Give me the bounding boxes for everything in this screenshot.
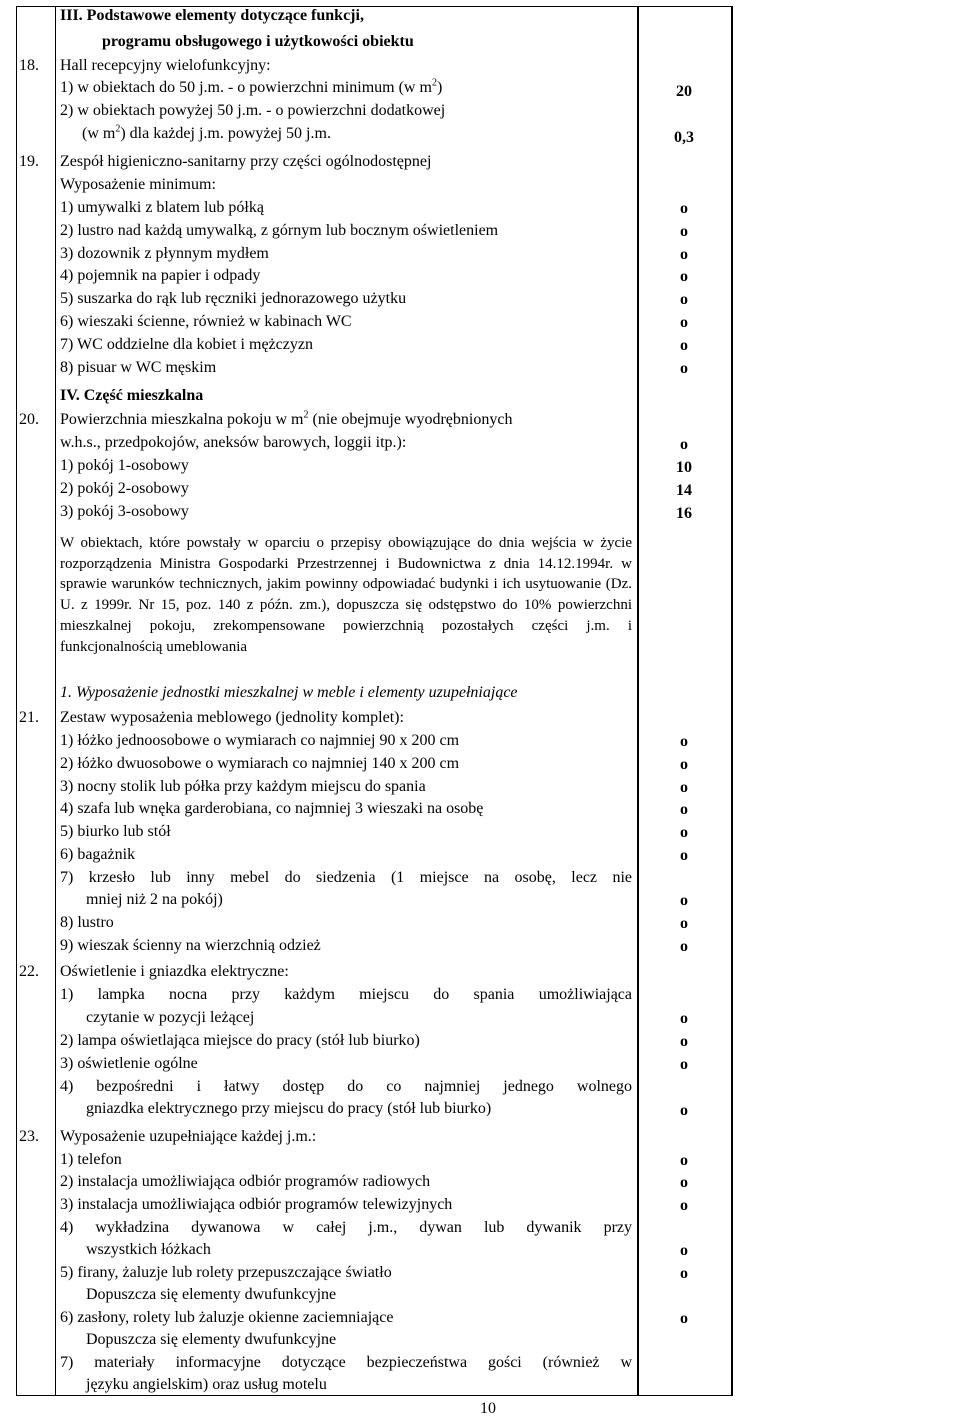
item-23-mark: o [680,1152,688,1169]
item-23-mark: o [680,1174,688,1191]
item-20-mark: 14 [676,482,692,499]
item-22-mark: o [680,1033,688,1050]
item-22-mark: o [680,1102,688,1119]
item-22-number: 22. [19,963,39,980]
item-23-mark: o [680,1197,688,1214]
item-18-line-2: 2) w obiektach powyżej 50 j.m. - o powierzchni dodatkowej [60,102,446,119]
item-23-line: 6) zasłony, rolety lub żaluzje okienne zaciemniające [60,1309,394,1326]
item-21-mark: o [680,847,688,864]
item-22-line: 4) bezpośredni i łatwy dostęp do co najmniej jednego wolnego [60,1078,632,1095]
table-bottom-border [16,1395,733,1396]
item-21-title: Zestaw wyposażenia meblowego (jednolity komplet): [60,709,404,726]
section-3-title-line-2: programu obsługowego i użytkowości obiektu [102,33,414,50]
item-21-line: mniej niż 2 na pokój) [86,891,223,908]
item-22-line: czytanie w pozycji leżącej [86,1009,255,1026]
item-19-line: 1) umywalki z blatem lub półką [60,199,264,216]
item-21-mark: o [680,892,688,909]
item-19-mark: o [680,314,688,331]
item-19-mark: o [680,291,688,308]
item-23-line: wszystkich łóżkach [86,1241,211,1258]
item-18-number: 18. [19,57,39,74]
table-column-divider [55,6,56,1395]
item-21-line: 7) krzesło lub inny mebel do siedzenia (1 miejsce na osobę, lecz nie [60,869,632,886]
item-21-mark: o [680,733,688,750]
page-number: 10 [480,1400,496,1417]
section-4-title: IV. Część mieszkalna [60,387,204,404]
item-19-mark: o [680,246,688,263]
item-21-mark: o [680,938,688,955]
item-23-line: 3) instalacja umożliwiająca odbiór programów telewizyjnych [60,1196,453,1213]
item-19-line: 5) suszarka do rąk lub ręczniki jednorazowego użytku [60,290,407,307]
item-19-line: 6) wieszaki ścienne, również w kabinach WC [60,313,352,330]
item-23-line: Dopuszcza się elementy dwufunkcyjne [86,1286,337,1303]
item-19-line: 7) WC oddzielne dla kobiet i mężczyzn [60,336,313,353]
item-21-number: 21. [19,709,39,726]
item-21-line: 1) łóżko jednoosobowe o wymiarach co najmniej 90 x 200 cm [60,732,460,749]
item-23-line: Dopuszcza się elementy dwufunkcyjne [86,1331,337,1348]
item-23-line: 4) wykładzina dywanowa w całej j.m., dywan lub dywanik przy [60,1219,632,1236]
item-21-mark: o [680,779,688,796]
item-19-line: 8) pisuar w WC męskim [60,359,217,376]
item-22-line: gniazdka elektrycznego przy miejscu do pracy (stół lub biurko) [86,1100,492,1117]
item-22-line: 1) lampka nocna przy każdym miejscu do spania umożliwiająca [60,986,632,1003]
item-20-line-2: w.h.s., przedpokojów, aneksów barowych, loggii itp.): [60,434,407,451]
item-20-line-1: Powierzchnia mieszkalna pokoju w $m^2$ (nie obejmuje wyodrębnionych [60,409,513,428]
item-19-mark: o [680,268,688,285]
item-21-mark: o [680,915,688,932]
item-21-line: 9) wieszak ścienny na wierzchnią odzież [60,937,321,954]
item-18-line-3: (w $m^2$) dla każdej j.m. powyżej 50 j.m. [82,123,331,142]
subsection-1-title: 1. Wyposażenie jednostki mieszkalnej w meble i elementy uzupełniające [60,684,518,701]
item-20-note: W obiektach, które powstały w oparciu o przepisy obowiązujące do dnia wejścia w życie rozporządzenia Ministra Gospodarki Przestrzennej i Budownictwa z dnia 14.12.1994r. w sprawie warunków technicznych, jakim powinny odpowiadać budynki i ich usytuowanie (Dz. U. z 1999r. Nr 15, poz. 140 z późn. zm.), dopuszcza się odstępstwo do 10% powierzchni mieszkalnej pokoju, zrekompensowane powierzchnią pozostałych części j.m. i funkcjonalnością umeblowania [60,535,632,655]
item-19-line: 3) dozownik z płynnym mydłem [60,245,269,262]
item-21-line: 2) łóżko dwuosobowe o wymiarach co najmniej 140 x 200 cm [60,755,460,772]
item-23-line: 7) materiały informacyjne dotyczące bezpieczeństwa gości (również w [60,1354,632,1371]
item-19-line: 4) pojemnik na papier i odpady [60,267,261,284]
item-20-room: 1) pokój 1-osobowy [60,457,189,474]
item-18-mark-1: 20 [676,83,692,100]
item-23-line: języku angielskim) oraz usług motelu [86,1376,327,1393]
item-23-mark: o [680,1265,688,1282]
item-20-room: 2) pokój 2-osobowy [60,480,189,497]
item-23-line: 5) firany, żaluzje lub rolety przepuszczające światło [60,1264,392,1281]
item-23-title: Wyposażenie uzupełniające każdej j.m.: [60,1128,317,1145]
item-19-mark: o [680,337,688,354]
item-22-title: Oświetlenie i gniazdka elektryczne: [60,963,289,980]
item-21-line: 4) szafa lub wnęka garderobiana, co najmniej 3 wieszaki na osobę [60,800,484,817]
item-22-mark: o [680,1056,688,1073]
item-21-line: 8) lustro [60,914,114,931]
item-22-line: 2) lampa oświetlająca miejsce do pracy (stół lub biurko) [60,1032,420,1049]
item-21-line: 6) bagażnik [60,846,136,863]
item-21-mark: o [680,824,688,841]
item-20-mark: 16 [676,505,692,522]
item-19-mark: o [680,223,688,240]
item-20-room: 3) pokój 3-osobowy [60,503,189,520]
table-left-border [16,6,17,1395]
item-23-line: 1) telefon [60,1151,122,1168]
item-21-mark: o [680,756,688,773]
item-21-line: 5) biurko lub stół [60,823,171,840]
item-19-number: 19. [19,153,39,170]
item-21-line: 3) nocny stolik lub półka przy każdym miejscu do spania [60,778,426,795]
item-23-number: 23. [19,1128,39,1145]
item-19-title: Zespół higieniczno-sanitarny przy części ogólnodostępnej [60,153,432,170]
item-20-number: 20. [19,411,39,428]
item-21-mark: o [680,801,688,818]
table-right-border [731,6,733,1395]
item-20-mark: 10 [676,459,692,476]
item-23-mark: o [680,1242,688,1259]
item-18-line-1: 1) w obiektach do 50 j.m. - o powierzchni minimum (w $m^2$) [60,77,443,96]
item-19-line: 2) lustro nad każdą umywalką, z górnym lub bocznym oświetleniem [60,222,499,239]
item-22-mark: o [680,1010,688,1027]
item-23-mark: o [680,1310,688,1327]
item-19-mark: o [680,360,688,377]
section-3-title-line-1: III. Podstawowe elementy dotyczące funkcji, [60,7,364,24]
item-20-mark: o [680,436,688,453]
item-19-mark: o [680,200,688,217]
item-23-line: 2) instalacja umożliwiająca odbiór programów radiowych [60,1173,431,1190]
item-18-mark-2: 0,3 [674,129,694,146]
item-19-subtitle: Wyposażenie minimum: [60,176,216,193]
item-22-line: 3) oświetlenie ogólne [60,1055,198,1072]
item-18-title: Hall recepcyjny wielofunkcyjny: [60,57,271,74]
